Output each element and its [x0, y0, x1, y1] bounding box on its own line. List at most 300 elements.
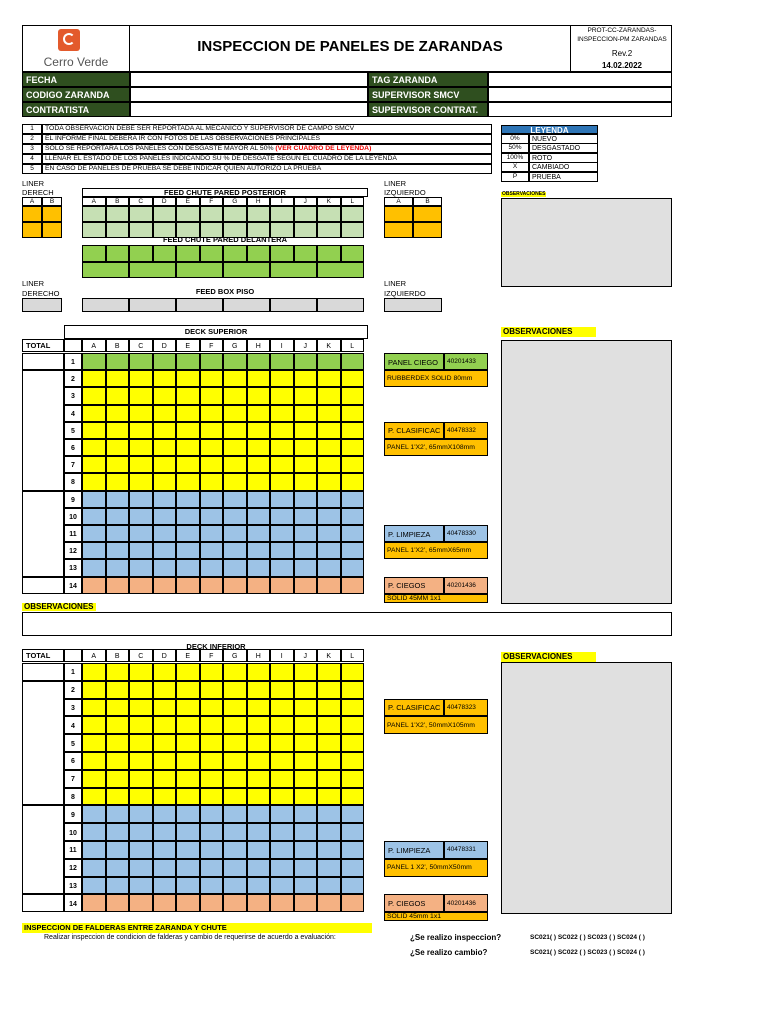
panel-cell[interactable] [270, 439, 294, 456]
panel-cell[interactable] [223, 770, 247, 788]
panel-cell[interactable] [341, 370, 365, 387]
panel-cell[interactable] [270, 405, 294, 422]
panel-cell[interactable] [341, 752, 365, 770]
panel-cell[interactable] [223, 823, 247, 841]
panel-cell[interactable] [270, 752, 294, 770]
panel-cell[interactable] [200, 734, 224, 752]
panel-cell[interactable] [294, 752, 318, 770]
feed-posterior-cell[interactable] [153, 206, 177, 222]
panel-cell[interactable] [82, 473, 106, 490]
panel-cell[interactable] [223, 508, 247, 525]
feed-delantera-cell[interactable] [129, 262, 176, 278]
panel-cell[interactable] [294, 525, 318, 542]
panel-cell[interactable] [247, 353, 271, 370]
panel-cell[interactable] [129, 788, 153, 806]
panel-cell[interactable] [247, 681, 271, 699]
feed-delantera-cell[interactable] [317, 245, 341, 262]
panel-cell[interactable] [106, 577, 130, 594]
panel-cell[interactable] [82, 752, 106, 770]
panel-cell[interactable] [200, 716, 224, 734]
panel-cell[interactable] [82, 559, 106, 576]
panel-cell[interactable] [341, 663, 365, 681]
panel-cell[interactable] [294, 894, 318, 912]
panel-cell[interactable] [317, 542, 341, 559]
panel-cell[interactable] [176, 681, 200, 699]
panel-cell[interactable] [341, 473, 365, 490]
panel-cell[interactable] [176, 387, 200, 404]
feed-delantera-cell[interactable] [270, 262, 317, 278]
feed-posterior-cell[interactable] [106, 206, 130, 222]
panel-cell[interactable] [223, 387, 247, 404]
fecha-input[interactable] [130, 72, 368, 87]
panel-cell[interactable] [176, 734, 200, 752]
panel-cell[interactable] [223, 405, 247, 422]
panel-cell[interactable] [200, 681, 224, 699]
liner-derech-cell[interactable] [42, 222, 62, 238]
falderas-q1-options[interactable]: SC021( ) SC022 ( ) SC023 ( ) SC024 ( ) [530, 934, 645, 941]
panel-cell[interactable] [176, 405, 200, 422]
panel-cell[interactable] [270, 788, 294, 806]
panel-cell[interactable] [317, 508, 341, 525]
panel-cell[interactable] [223, 559, 247, 576]
panel-cell[interactable] [176, 894, 200, 912]
panel-cell[interactable] [176, 353, 200, 370]
panel-cell[interactable] [294, 456, 318, 473]
panel-cell[interactable] [294, 559, 318, 576]
panel-cell[interactable] [317, 491, 341, 508]
panel-cell[interactable] [341, 559, 365, 576]
panel-cell[interactable] [247, 439, 271, 456]
panel-cell[interactable] [200, 370, 224, 387]
panel-cell[interactable] [106, 823, 130, 841]
panel-cell[interactable] [317, 405, 341, 422]
panel-cell[interactable] [106, 473, 130, 490]
panel-cell[interactable] [106, 542, 130, 559]
panel-cell[interactable] [247, 716, 271, 734]
panel-cell[interactable] [82, 699, 106, 717]
panel-cell[interactable] [129, 405, 153, 422]
panel-cell[interactable] [270, 525, 294, 542]
panel-cell[interactable] [270, 699, 294, 717]
panel-cell[interactable] [129, 734, 153, 752]
panel-cell[interactable] [153, 877, 177, 895]
panel-cell[interactable] [341, 681, 365, 699]
panel-cell[interactable] [153, 663, 177, 681]
feed-delantera-cell[interactable] [176, 262, 223, 278]
panel-cell[interactable] [106, 525, 130, 542]
panel-cell[interactable] [129, 770, 153, 788]
panel-cell[interactable] [176, 699, 200, 717]
liner-derech-cell[interactable] [22, 206, 42, 222]
panel-cell[interactable] [247, 405, 271, 422]
feed-posterior-cell[interactable] [317, 206, 341, 222]
panel-cell[interactable] [153, 770, 177, 788]
panel-cell[interactable] [270, 559, 294, 576]
panel-cell[interactable] [200, 353, 224, 370]
liner-izquierdo-cell[interactable] [384, 298, 442, 312]
panel-cell[interactable] [247, 577, 271, 594]
panel-cell[interactable] [270, 877, 294, 895]
total-input[interactable] [22, 370, 64, 490]
panel-cell[interactable] [294, 422, 318, 439]
panel-cell[interactable] [82, 353, 106, 370]
panel-cell[interactable] [153, 716, 177, 734]
panel-cell[interactable] [223, 752, 247, 770]
panel-cell[interactable] [294, 841, 318, 859]
panel-cell[interactable] [153, 473, 177, 490]
panel-cell[interactable] [294, 823, 318, 841]
feed-posterior-cell[interactable] [129, 206, 153, 222]
panel-cell[interactable] [129, 823, 153, 841]
observaciones-bottom-box[interactable] [22, 612, 672, 636]
panel-cell[interactable] [153, 370, 177, 387]
panel-cell[interactable] [106, 559, 130, 576]
panel-cell[interactable] [153, 405, 177, 422]
panel-cell[interactable] [153, 456, 177, 473]
panel-cell[interactable] [247, 473, 271, 490]
panel-cell[interactable] [200, 525, 224, 542]
panel-cell[interactable] [106, 734, 130, 752]
panel-cell[interactable] [270, 663, 294, 681]
panel-cell[interactable] [294, 877, 318, 895]
panel-cell[interactable] [106, 663, 130, 681]
panel-cell[interactable] [200, 439, 224, 456]
panel-cell[interactable] [176, 877, 200, 895]
panel-cell[interactable] [247, 823, 271, 841]
panel-cell[interactable] [82, 859, 106, 877]
panel-cell[interactable] [247, 877, 271, 895]
panel-cell[interactable] [106, 422, 130, 439]
observaciones-inferior-box[interactable] [501, 662, 672, 914]
panel-cell[interactable] [153, 734, 177, 752]
panel-cell[interactable] [106, 370, 130, 387]
panel-cell[interactable] [106, 456, 130, 473]
panel-cell[interactable] [317, 525, 341, 542]
panel-cell[interactable] [247, 770, 271, 788]
panel-cell[interactable] [129, 370, 153, 387]
feed-delantera-cell[interactable] [247, 245, 271, 262]
panel-cell[interactable] [176, 663, 200, 681]
panel-cell[interactable] [82, 422, 106, 439]
panel-cell[interactable] [153, 823, 177, 841]
panel-cell[interactable] [223, 788, 247, 806]
panel-cell[interactable] [341, 859, 365, 877]
panel-cell[interactable] [82, 525, 106, 542]
panel-cell[interactable] [223, 805, 247, 823]
feed-posterior-cell[interactable] [82, 206, 106, 222]
feed-delantera-cell[interactable] [341, 245, 365, 262]
panel-cell[interactable] [200, 559, 224, 576]
panel-cell[interactable] [294, 681, 318, 699]
panel-cell[interactable] [200, 491, 224, 508]
panel-cell[interactable] [270, 370, 294, 387]
panel-cell[interactable] [82, 491, 106, 508]
feed-delantera-cell[interactable] [153, 245, 177, 262]
panel-cell[interactable] [294, 387, 318, 404]
panel-cell[interactable] [129, 473, 153, 490]
total-input[interactable] [22, 663, 64, 681]
panel-cell[interactable] [106, 353, 130, 370]
panel-cell[interactable] [129, 681, 153, 699]
panel-cell[interactable] [317, 370, 341, 387]
panel-cell[interactable] [82, 734, 106, 752]
panel-cell[interactable] [247, 788, 271, 806]
panel-cell[interactable] [270, 353, 294, 370]
panel-cell[interactable] [294, 734, 318, 752]
panel-cell[interactable] [270, 841, 294, 859]
panel-cell[interactable] [294, 859, 318, 877]
panel-cell[interactable] [82, 716, 106, 734]
panel-cell[interactable] [200, 663, 224, 681]
panel-cell[interactable] [223, 681, 247, 699]
panel-cell[interactable] [223, 699, 247, 717]
panel-cell[interactable] [294, 353, 318, 370]
panel-cell[interactable] [106, 788, 130, 806]
panel-cell[interactable] [270, 823, 294, 841]
panel-cell[interactable] [129, 559, 153, 576]
panel-cell[interactable] [129, 699, 153, 717]
panel-cell[interactable] [270, 577, 294, 594]
liner-izq-cell[interactable] [413, 222, 442, 238]
panel-cell[interactable] [82, 770, 106, 788]
panel-cell[interactable] [223, 577, 247, 594]
panel-cell[interactable] [106, 859, 130, 877]
panel-cell[interactable] [317, 439, 341, 456]
panel-cell[interactable] [223, 542, 247, 559]
panel-cell[interactable] [153, 788, 177, 806]
panel-cell[interactable] [200, 456, 224, 473]
panel-cell[interactable] [223, 859, 247, 877]
panel-cell[interactable] [176, 439, 200, 456]
panel-cell[interactable] [270, 456, 294, 473]
feed-delantera-cell[interactable] [270, 245, 294, 262]
panel-cell[interactable] [223, 456, 247, 473]
panel-cell[interactable] [341, 439, 365, 456]
panel-cell[interactable] [294, 542, 318, 559]
panel-cell[interactable] [200, 805, 224, 823]
liner-derecho-cell[interactable] [22, 298, 62, 312]
panel-cell[interactable] [247, 525, 271, 542]
feed-delantera-cell[interactable] [200, 245, 224, 262]
panel-cell[interactable] [317, 473, 341, 490]
observaciones-superior-box[interactable] [501, 340, 672, 604]
panel-cell[interactable] [129, 439, 153, 456]
panel-cell[interactable] [106, 716, 130, 734]
panel-cell[interactable] [82, 877, 106, 895]
liner-izq-cell[interactable] [384, 206, 413, 222]
panel-cell[interactable] [247, 752, 271, 770]
panel-cell[interactable] [106, 770, 130, 788]
panel-cell[interactable] [129, 456, 153, 473]
panel-cell[interactable] [294, 577, 318, 594]
panel-cell[interactable] [176, 752, 200, 770]
panel-cell[interactable] [176, 559, 200, 576]
total-input[interactable] [22, 353, 64, 370]
panel-cell[interactable] [106, 439, 130, 456]
panel-cell[interactable] [176, 422, 200, 439]
total-input[interactable] [22, 491, 64, 577]
panel-cell[interactable] [270, 508, 294, 525]
panel-cell[interactable] [129, 894, 153, 912]
feed-box-cell[interactable] [176, 298, 223, 312]
panel-cell[interactable] [200, 894, 224, 912]
panel-cell[interactable] [106, 894, 130, 912]
panel-cell[interactable] [129, 353, 153, 370]
falderas-q2-options[interactable]: SC021( ) SC022 ( ) SC023 ( ) SC024 ( ) [530, 949, 645, 956]
panel-cell[interactable] [153, 805, 177, 823]
contratista-input[interactable] [130, 102, 368, 117]
panel-cell[interactable] [247, 859, 271, 877]
feed-box-cell[interactable] [317, 298, 364, 312]
panel-cell[interactable] [153, 353, 177, 370]
panel-cell[interactable] [223, 491, 247, 508]
feed-box-cell[interactable] [270, 298, 317, 312]
panel-cell[interactable] [294, 788, 318, 806]
panel-cell[interactable] [294, 491, 318, 508]
panel-cell[interactable] [317, 559, 341, 576]
panel-cell[interactable] [294, 508, 318, 525]
panel-cell[interactable] [200, 387, 224, 404]
total-input[interactable] [22, 805, 64, 894]
panel-cell[interactable] [294, 770, 318, 788]
panel-cell[interactable] [294, 805, 318, 823]
panel-cell[interactable] [129, 387, 153, 404]
total-input[interactable] [22, 894, 64, 912]
panel-cell[interactable] [82, 823, 106, 841]
panel-cell[interactable] [82, 370, 106, 387]
panel-cell[interactable] [82, 663, 106, 681]
panel-cell[interactable] [176, 525, 200, 542]
panel-cell[interactable] [153, 422, 177, 439]
panel-cell[interactable] [247, 663, 271, 681]
panel-cell[interactable] [176, 805, 200, 823]
panel-cell[interactable] [270, 387, 294, 404]
panel-cell[interactable] [176, 456, 200, 473]
panel-cell[interactable] [223, 734, 247, 752]
panel-cell[interactable] [247, 387, 271, 404]
panel-cell[interactable] [129, 542, 153, 559]
panel-cell[interactable] [200, 823, 224, 841]
panel-cell[interactable] [341, 716, 365, 734]
panel-cell[interactable] [176, 788, 200, 806]
panel-cell[interactable] [200, 788, 224, 806]
panel-cell[interactable] [223, 370, 247, 387]
panel-cell[interactable] [106, 699, 130, 717]
panel-cell[interactable] [247, 456, 271, 473]
panel-cell[interactable] [200, 577, 224, 594]
feed-box-cell[interactable] [82, 298, 129, 312]
panel-cell[interactable] [153, 525, 177, 542]
panel-cell[interactable] [153, 508, 177, 525]
panel-cell[interactable] [82, 387, 106, 404]
panel-cell[interactable] [223, 663, 247, 681]
panel-cell[interactable] [153, 681, 177, 699]
panel-cell[interactable] [82, 788, 106, 806]
panel-cell[interactable] [106, 841, 130, 859]
panel-cell[interactable] [341, 353, 365, 370]
panel-cell[interactable] [176, 716, 200, 734]
panel-cell[interactable] [317, 841, 341, 859]
panel-cell[interactable] [247, 422, 271, 439]
panel-cell[interactable] [129, 752, 153, 770]
panel-cell[interactable] [270, 734, 294, 752]
panel-cell[interactable] [200, 877, 224, 895]
panel-cell[interactable] [176, 542, 200, 559]
panel-cell[interactable] [153, 859, 177, 877]
panel-cell[interactable] [129, 841, 153, 859]
panel-cell[interactable] [153, 559, 177, 576]
panel-cell[interactable] [176, 370, 200, 387]
panel-cell[interactable] [106, 877, 130, 895]
panel-cell[interactable] [270, 805, 294, 823]
panel-cell[interactable] [341, 894, 365, 912]
panel-cell[interactable] [341, 456, 365, 473]
panel-cell[interactable] [317, 859, 341, 877]
panel-cell[interactable] [200, 405, 224, 422]
panel-cell[interactable] [223, 841, 247, 859]
codigo-input[interactable] [130, 87, 368, 102]
liner-izq-cell[interactable] [413, 206, 442, 222]
panel-cell[interactable] [317, 894, 341, 912]
panel-cell[interactable] [153, 841, 177, 859]
panel-cell[interactable] [153, 542, 177, 559]
feed-delantera-cell[interactable] [176, 245, 200, 262]
panel-cell[interactable] [129, 577, 153, 594]
panel-cell[interactable] [317, 456, 341, 473]
panel-cell[interactable] [341, 788, 365, 806]
panel-cell[interactable] [317, 716, 341, 734]
panel-cell[interactable] [129, 508, 153, 525]
panel-cell[interactable] [129, 491, 153, 508]
panel-cell[interactable] [341, 823, 365, 841]
total-input[interactable] [22, 681, 64, 806]
panel-cell[interactable] [317, 681, 341, 699]
panel-cell[interactable] [106, 805, 130, 823]
panel-cell[interactable] [223, 716, 247, 734]
panel-cell[interactable] [176, 841, 200, 859]
panel-cell[interactable] [341, 841, 365, 859]
feed-posterior-cell[interactable] [200, 206, 224, 222]
panel-cell[interactable] [247, 559, 271, 576]
panel-cell[interactable] [153, 699, 177, 717]
feed-delantera-cell[interactable] [82, 262, 129, 278]
tag-input[interactable] [488, 72, 672, 87]
panel-cell[interactable] [317, 805, 341, 823]
panel-cell[interactable] [341, 577, 365, 594]
panel-cell[interactable] [106, 508, 130, 525]
panel-cell[interactable] [341, 405, 365, 422]
panel-cell[interactable] [294, 699, 318, 717]
panel-cell[interactable] [153, 387, 177, 404]
panel-cell[interactable] [317, 788, 341, 806]
panel-cell[interactable] [294, 663, 318, 681]
panel-cell[interactable] [129, 877, 153, 895]
panel-cell[interactable] [200, 859, 224, 877]
panel-cell[interactable] [82, 805, 106, 823]
panel-cell[interactable] [82, 681, 106, 699]
panel-cell[interactable] [270, 422, 294, 439]
panel-cell[interactable] [317, 353, 341, 370]
panel-cell[interactable] [200, 473, 224, 490]
panel-cell[interactable] [294, 370, 318, 387]
panel-cell[interactable] [341, 508, 365, 525]
panel-cell[interactable] [341, 525, 365, 542]
liner-izq-cell[interactable] [384, 222, 413, 238]
panel-cell[interactable] [270, 473, 294, 490]
panel-cell[interactable] [200, 770, 224, 788]
panel-cell[interactable] [129, 422, 153, 439]
liner-derech-cell[interactable] [22, 222, 42, 238]
